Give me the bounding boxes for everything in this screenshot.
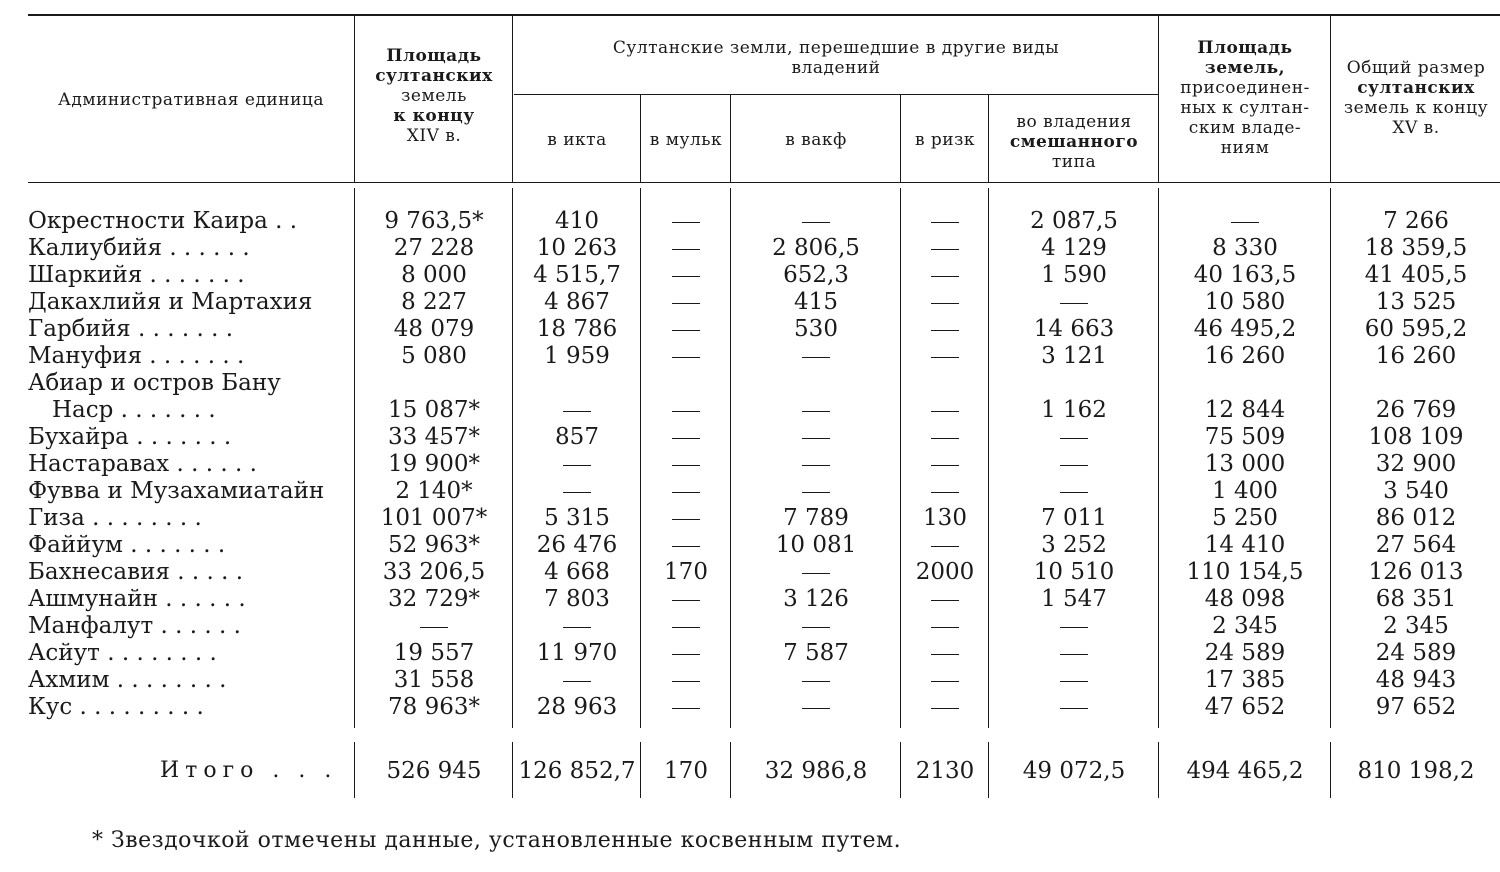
table-cell: 2 806,5 bbox=[772, 235, 860, 261]
table-cell: 86 012 bbox=[1375, 505, 1457, 531]
table-cell bbox=[642, 235, 730, 262]
table-cell: 12 844 bbox=[1204, 397, 1286, 423]
dash-mark bbox=[672, 357, 700, 358]
table-cell: 857 bbox=[555, 424, 599, 450]
dash-mark bbox=[672, 276, 700, 277]
table-cell bbox=[902, 694, 988, 721]
dash-mark bbox=[1231, 222, 1259, 223]
dash-mark bbox=[672, 330, 700, 331]
table-cell bbox=[902, 289, 988, 316]
table-cell: 26 769 bbox=[1375, 397, 1457, 423]
table-cell bbox=[642, 667, 730, 694]
table-cell bbox=[902, 397, 988, 424]
table-cell: 3 540 bbox=[1383, 478, 1449, 504]
row-label: Наср . . . . . . . bbox=[52, 397, 216, 423]
header-bottom-rule bbox=[28, 182, 1500, 183]
table-cell: 2000 bbox=[915, 559, 975, 585]
dash-mark bbox=[802, 573, 830, 574]
table-cell: 170 bbox=[664, 559, 708, 585]
dash-mark bbox=[672, 600, 700, 601]
h-total15-line-0: Общий размер bbox=[1346, 58, 1486, 78]
vline-8 bbox=[1330, 16, 1331, 182]
table-cell: 52 963* bbox=[388, 532, 480, 558]
vline-5 bbox=[900, 94, 901, 182]
header-mulk: в мульк bbox=[649, 130, 723, 150]
table-cell: 16 260 bbox=[1375, 343, 1457, 369]
dash-mark bbox=[420, 627, 448, 628]
total-cell: 526 945 bbox=[386, 758, 482, 784]
table-cell: 8 227 bbox=[401, 289, 467, 315]
vline-total-3 bbox=[640, 742, 641, 798]
table-cell bbox=[732, 667, 900, 694]
table-cell: 126 013 bbox=[1368, 559, 1464, 585]
table-cell: 7 803 bbox=[544, 586, 610, 612]
table-cell bbox=[990, 694, 1158, 721]
row-label: Бахнесавия . . . . . bbox=[28, 559, 244, 585]
table-cell: 27 228 bbox=[393, 235, 475, 261]
table-cell bbox=[990, 667, 1158, 694]
table-cell bbox=[732, 424, 900, 451]
table-cell: 1 959 bbox=[544, 343, 610, 369]
dash-mark bbox=[672, 222, 700, 223]
table-cell: 33 457* bbox=[388, 424, 480, 450]
header-transfer-group bbox=[514, 38, 1158, 78]
table-cell: 5 250 bbox=[1212, 505, 1278, 531]
table-cell: 97 652 bbox=[1375, 694, 1457, 720]
dash-mark bbox=[931, 330, 959, 331]
dash-mark bbox=[1060, 627, 1088, 628]
table-cell bbox=[642, 451, 730, 478]
vline-6 bbox=[988, 94, 989, 182]
table-cell: 48 079 bbox=[393, 316, 475, 342]
table-cell bbox=[642, 586, 730, 613]
table-cell: 2 140* bbox=[395, 478, 473, 504]
table-cell: 8 330 bbox=[1212, 235, 1278, 261]
dash-mark bbox=[1060, 465, 1088, 466]
h-area14-line-0: Площадь bbox=[386, 46, 482, 66]
total-cell: 494 465,2 bbox=[1186, 758, 1304, 784]
table-cell: 110 154,5 bbox=[1186, 559, 1304, 585]
dash-mark bbox=[672, 249, 700, 250]
dash-mark bbox=[563, 465, 591, 466]
table-cell bbox=[514, 397, 640, 424]
table-cell bbox=[902, 478, 988, 505]
dash-mark bbox=[802, 708, 830, 709]
table-cell: 10 081 bbox=[775, 532, 857, 558]
row-label: Кус . . . . . . . . . bbox=[28, 694, 204, 720]
table-cell bbox=[902, 532, 988, 559]
table-cell: 19 557 bbox=[393, 640, 475, 666]
table-cell: 530 bbox=[794, 316, 838, 342]
dash-mark bbox=[931, 249, 959, 250]
vline-body-8 bbox=[1330, 188, 1331, 728]
table-cell: 15 087* bbox=[388, 397, 480, 423]
table-cell: 108 109 bbox=[1368, 424, 1464, 450]
vline-total-6 bbox=[988, 742, 989, 798]
table-cell: 13 000 bbox=[1204, 451, 1286, 477]
total-cell: 126 852,7 bbox=[518, 758, 636, 784]
dash-mark bbox=[672, 303, 700, 304]
table-cell bbox=[642, 694, 730, 721]
table-cell: 24 589 bbox=[1375, 640, 1457, 666]
h-group-line-1: владений bbox=[791, 58, 881, 78]
row-label: Ашмунайн . . . . . . bbox=[28, 586, 246, 612]
h-added-line-3: ных к султан- bbox=[1180, 98, 1310, 118]
table-cell bbox=[902, 208, 988, 235]
dash-mark bbox=[931, 654, 959, 655]
table-cell bbox=[642, 424, 730, 451]
row-label: Настаравах . . . . . . bbox=[28, 451, 257, 477]
table-cell: 68 351 bbox=[1375, 586, 1457, 612]
table-cell: 9 763,5* bbox=[384, 208, 484, 234]
h-mixed-line-2: типа bbox=[1051, 152, 1097, 172]
table-cell bbox=[356, 613, 512, 640]
table-cell: 78 963* bbox=[388, 694, 480, 720]
table-cell: 48 098 bbox=[1204, 586, 1286, 612]
dash-mark bbox=[802, 492, 830, 493]
table-cell: 41 405,5 bbox=[1364, 262, 1468, 288]
table-cell bbox=[642, 532, 730, 559]
dash-mark bbox=[672, 708, 700, 709]
table-cell bbox=[514, 613, 640, 640]
total-cell: 32 986,8 bbox=[764, 758, 868, 784]
table-cell: 24 589 bbox=[1204, 640, 1286, 666]
table-cell: 2 345 bbox=[1212, 613, 1278, 639]
h-added-line-0: Площадь bbox=[1197, 38, 1293, 58]
table-cell bbox=[732, 451, 900, 478]
row-label: Асйут . . . . . . . . bbox=[28, 640, 217, 666]
table-cell bbox=[902, 316, 988, 343]
vline-3 bbox=[640, 94, 641, 182]
dash-mark bbox=[672, 411, 700, 412]
vline-body-5 bbox=[900, 188, 901, 728]
dash-mark bbox=[672, 546, 700, 547]
dash-mark bbox=[802, 465, 830, 466]
total-cell: 810 198,2 bbox=[1357, 758, 1475, 784]
dash-mark bbox=[1060, 438, 1088, 439]
table-cell bbox=[732, 694, 900, 721]
table-cell bbox=[642, 613, 730, 640]
table-cell: 7 789 bbox=[783, 505, 849, 531]
table-cell bbox=[514, 667, 640, 694]
table-cell: 5 080 bbox=[401, 343, 467, 369]
h-area14-line-3: к концу bbox=[393, 106, 475, 126]
table-cell bbox=[990, 451, 1158, 478]
dash-mark bbox=[1060, 681, 1088, 682]
table-cell: 11 970 bbox=[536, 640, 618, 666]
row-label: Окрестности Каира . . bbox=[28, 208, 298, 234]
table-cell: 14 663 bbox=[1033, 316, 1115, 342]
h-added-line-4: ским владе- bbox=[1188, 118, 1302, 138]
header-unit: Административная единица bbox=[58, 90, 324, 110]
table-cell bbox=[642, 316, 730, 343]
table-cell bbox=[732, 478, 900, 505]
h-group-line-0: Султанские земли, перешедшие в другие виды bbox=[612, 38, 1060, 58]
table-cell: 18 786 bbox=[536, 316, 618, 342]
dash-mark bbox=[563, 681, 591, 682]
total-cell: 170 bbox=[664, 758, 708, 784]
table-cell: 40 163,5 bbox=[1193, 262, 1297, 288]
table-cell: 17 385 bbox=[1204, 667, 1286, 693]
dash-mark bbox=[672, 654, 700, 655]
table-cell: 47 652 bbox=[1204, 694, 1286, 720]
h-added-line-5: ниям bbox=[1220, 138, 1270, 158]
table-cell: 4 867 bbox=[544, 289, 610, 315]
dash-mark bbox=[1060, 492, 1088, 493]
vline-body-2 bbox=[512, 188, 513, 728]
h-total15-line-2: земель к концу bbox=[1343, 98, 1489, 118]
table-cell bbox=[642, 505, 730, 532]
dash-mark bbox=[931, 303, 959, 304]
table-cell: 101 007* bbox=[380, 505, 488, 531]
header-area-14 bbox=[356, 46, 512, 146]
table-cell bbox=[902, 235, 988, 262]
dash-mark bbox=[802, 411, 830, 412]
table-cell: 7 011 bbox=[1041, 505, 1107, 531]
row-label: Абиар и остров Бану bbox=[28, 370, 281, 396]
table-cell: 32 900 bbox=[1375, 451, 1457, 477]
table-cell: 16 260 bbox=[1204, 343, 1286, 369]
dash-mark bbox=[931, 411, 959, 412]
vline-total-1 bbox=[354, 742, 355, 798]
table-cell: 32 729* bbox=[388, 586, 480, 612]
h-total15-line-3: XV в. bbox=[1392, 118, 1440, 138]
row-label: Фувва и Музахамиатайн bbox=[28, 478, 325, 504]
footnote: * Звездочкой отмечены данные, установленные косвенным путем. bbox=[92, 828, 902, 853]
table-cell bbox=[642, 343, 730, 370]
dash-mark bbox=[931, 600, 959, 601]
h-area14-line-4: XIV в. bbox=[406, 126, 462, 146]
dash-mark bbox=[1060, 708, 1088, 709]
h-area14-line-2: земель bbox=[401, 86, 467, 106]
table-cell: 2 345 bbox=[1383, 613, 1449, 639]
table-cell: 1 162 bbox=[1041, 397, 1107, 423]
table-cell: 3 252 bbox=[1041, 532, 1107, 558]
table-cell: 19 900* bbox=[388, 451, 480, 477]
dash-mark bbox=[563, 627, 591, 628]
table-cell bbox=[902, 451, 988, 478]
table-cell bbox=[990, 424, 1158, 451]
row-label: Дакахлийя и Мартахия bbox=[28, 289, 313, 315]
table-cell: 8 000 bbox=[401, 262, 467, 288]
table-cell bbox=[902, 640, 988, 667]
table-cell bbox=[902, 613, 988, 640]
table-top-rule bbox=[28, 14, 1500, 16]
dash-mark bbox=[931, 357, 959, 358]
table-cell: 7 266 bbox=[1383, 208, 1449, 234]
dash-mark bbox=[672, 465, 700, 466]
row-label: Мануфия . . . . . . . bbox=[28, 343, 245, 369]
table-cell bbox=[732, 208, 900, 235]
dash-mark bbox=[672, 519, 700, 520]
table-cell bbox=[902, 424, 988, 451]
row-label: Гиза . . . . . . . . bbox=[28, 505, 202, 531]
table-cell: 3 126 bbox=[783, 586, 849, 612]
table-cell: 26 476 bbox=[536, 532, 618, 558]
table-cell bbox=[902, 667, 988, 694]
header-iqta: в икта bbox=[547, 130, 607, 150]
table-cell: 10 263 bbox=[536, 235, 618, 261]
h-area14-line-1: султанских bbox=[375, 66, 493, 86]
row-label: Бухайра . . . . . . . bbox=[28, 424, 232, 450]
row-label: Файйум . . . . . . . bbox=[28, 532, 226, 558]
vline-body-6 bbox=[988, 188, 989, 728]
vline-body-7 bbox=[1158, 188, 1159, 728]
total-cell: 49 072,5 bbox=[1022, 758, 1126, 784]
dash-mark bbox=[802, 438, 830, 439]
h-added-line-2: присоединен- bbox=[1180, 78, 1310, 98]
totals-label: Итого . . . bbox=[160, 758, 338, 783]
dash-mark bbox=[931, 627, 959, 628]
table-cell bbox=[642, 397, 730, 424]
vline-4 bbox=[730, 94, 731, 182]
table-cell: 28 963 bbox=[536, 694, 618, 720]
header-mixed bbox=[990, 112, 1158, 172]
dash-mark bbox=[931, 276, 959, 277]
table-cell: 13 525 bbox=[1375, 289, 1457, 315]
dash-mark bbox=[802, 222, 830, 223]
row-label: Ахмим . . . . . . . . bbox=[28, 667, 227, 693]
dash-mark bbox=[1060, 654, 1088, 655]
table-cell: 60 595,2 bbox=[1364, 316, 1468, 342]
table-cell bbox=[990, 613, 1158, 640]
dash-mark bbox=[802, 681, 830, 682]
table-cell: 18 359,5 bbox=[1364, 235, 1468, 261]
dash-mark bbox=[931, 681, 959, 682]
table-cell bbox=[732, 397, 900, 424]
dash-mark bbox=[1060, 303, 1088, 304]
h-mixed-line-0: во владения bbox=[1016, 112, 1132, 132]
row-label: Манфалут . . . . . . bbox=[28, 613, 241, 639]
table-cell: 10 510 bbox=[1033, 559, 1115, 585]
table-cell: 7 587 bbox=[783, 640, 849, 666]
header-added bbox=[1160, 38, 1330, 158]
row-label: Гарбийя . . . . . . . bbox=[28, 316, 234, 342]
dash-mark bbox=[931, 708, 959, 709]
table-cell bbox=[642, 640, 730, 667]
vline-total-2 bbox=[512, 742, 513, 798]
table-cell bbox=[732, 613, 900, 640]
h-added-line-1: земель, bbox=[1204, 58, 1286, 78]
table-cell: 4 129 bbox=[1041, 235, 1107, 261]
vline-total-4 bbox=[730, 742, 731, 798]
table-cell bbox=[902, 262, 988, 289]
vline-total-7 bbox=[1158, 742, 1159, 798]
table-cell bbox=[642, 262, 730, 289]
header-total-15 bbox=[1332, 58, 1500, 138]
table-cell bbox=[514, 478, 640, 505]
table-cell: 1 400 bbox=[1212, 478, 1278, 504]
dash-mark bbox=[931, 222, 959, 223]
table-cell bbox=[642, 289, 730, 316]
vline-body-4 bbox=[730, 188, 731, 728]
table-cell bbox=[902, 586, 988, 613]
table-cell: 33 206,5 bbox=[382, 559, 486, 585]
table-cell: 5 315 bbox=[544, 505, 610, 531]
table-cell: 27 564 bbox=[1375, 532, 1457, 558]
dash-mark bbox=[931, 465, 959, 466]
table-cell: 48 943 bbox=[1375, 667, 1457, 693]
table-cell: 10 580 bbox=[1204, 289, 1286, 315]
table-cell bbox=[1160, 208, 1330, 235]
vline-body-1 bbox=[354, 188, 355, 728]
dash-mark bbox=[563, 411, 591, 412]
table-cell: 14 410 bbox=[1204, 532, 1286, 558]
table-cell bbox=[732, 559, 900, 586]
vline-body-3 bbox=[640, 188, 641, 728]
header-waqf: в вакф bbox=[785, 130, 847, 150]
dash-mark bbox=[802, 627, 830, 628]
vline-total-8 bbox=[1330, 742, 1331, 798]
vline-7 bbox=[1158, 16, 1159, 182]
dash-mark bbox=[672, 492, 700, 493]
table-cell: 415 bbox=[794, 289, 838, 315]
table-cell bbox=[990, 289, 1158, 316]
table-cell bbox=[642, 478, 730, 505]
table-cell: 410 bbox=[555, 208, 599, 234]
h-total15-line-1: султанских bbox=[1357, 78, 1475, 98]
h-mixed-line-1: смешанного bbox=[1009, 132, 1139, 152]
table-cell: 4 668 bbox=[544, 559, 610, 585]
row-label: Шаркийя . . . . . . . bbox=[28, 262, 245, 288]
dash-mark bbox=[672, 627, 700, 628]
header-rizq: в ризк bbox=[914, 130, 976, 150]
dash-mark bbox=[931, 438, 959, 439]
table-cell: 130 bbox=[923, 505, 967, 531]
table-cell bbox=[732, 343, 900, 370]
table-cell: 31 558 bbox=[393, 667, 475, 693]
table-cell: 3 121 bbox=[1041, 343, 1107, 369]
total-cell: 2130 bbox=[915, 758, 975, 784]
table-cell bbox=[990, 478, 1158, 505]
header-sub-rule bbox=[514, 94, 1158, 95]
table-cell: 46 495,2 bbox=[1193, 316, 1297, 342]
table-cell bbox=[902, 343, 988, 370]
dash-mark bbox=[672, 681, 700, 682]
table-cell bbox=[642, 208, 730, 235]
vline-total-5 bbox=[900, 742, 901, 798]
table-cell: 1 590 bbox=[1041, 262, 1107, 288]
dash-mark bbox=[931, 492, 959, 493]
row-label: Калиубийя . . . . . . bbox=[28, 235, 250, 261]
dash-mark bbox=[563, 492, 591, 493]
table-cell: 4 515,7 bbox=[533, 262, 621, 288]
table-cell bbox=[514, 451, 640, 478]
table-cell bbox=[990, 640, 1158, 667]
table-cell: 75 509 bbox=[1204, 424, 1286, 450]
table-cell: 2 087,5 bbox=[1030, 208, 1118, 234]
table-cell: 652,3 bbox=[783, 262, 849, 288]
table-cell: 1 547 bbox=[1041, 586, 1107, 612]
vline-1 bbox=[354, 16, 355, 182]
dash-mark bbox=[931, 546, 959, 547]
dash-mark bbox=[672, 438, 700, 439]
dash-mark bbox=[802, 357, 830, 358]
vline-2 bbox=[512, 16, 513, 182]
